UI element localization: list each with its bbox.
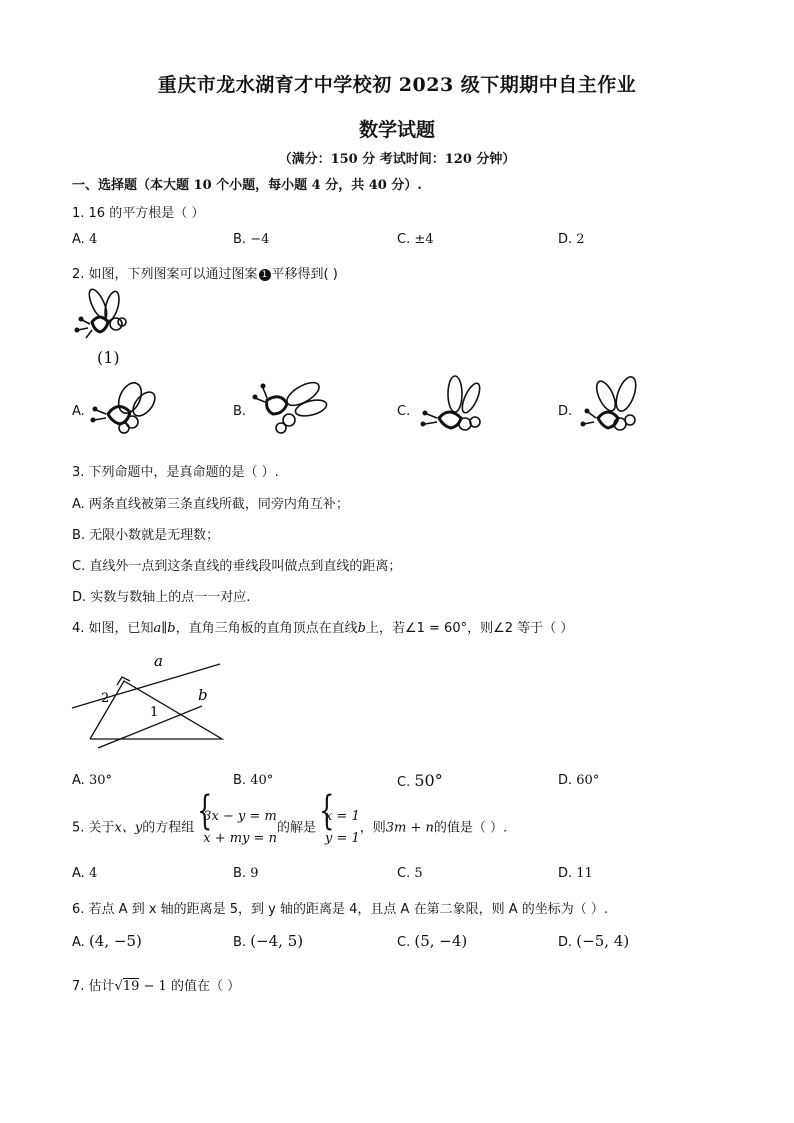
q4-option-d: D. 60° — [558, 773, 600, 788]
q6-option-b: B. (−4, 5) — [233, 932, 304, 950]
q4-option-b: B. 40° — [233, 773, 274, 788]
bee-figure-b — [253, 378, 333, 440]
q7-stem: 7. 估计√19 − 1 的值在（ ） — [72, 979, 241, 994]
q4-option-c: C. 50° — [397, 771, 443, 790]
q4-option-a: A. 30° — [72, 773, 112, 788]
exam-meta: （满分：150 分 考试时间：120 分钟） — [278, 152, 516, 167]
q3-stem: 3. 下列命题中，是真命题的是（ ）. — [72, 465, 279, 480]
q2-option-c: C. — [397, 404, 411, 419]
exam-title: 重庆市龙水湖育才中学校初 2023 级下期期中自主作业 — [157, 74, 637, 96]
section-heading: 一、选择题（本大题 10 个小题，每小题 4 分，共 40 分）. — [72, 178, 422, 193]
q2-option-a: A. — [72, 404, 85, 419]
q5-option-b: B. 9 — [233, 866, 259, 881]
bee-figure-a — [90, 378, 160, 440]
exam-subtitle: 数学试题 — [358, 119, 435, 141]
q3-option-b: B. 无限小数就是无理数； — [72, 528, 220, 543]
q6-stem: 6. 若点 A 到 x 轴的距离是 5，到 y 轴的距离是 4，且点 A 在第二象限，则 A 的坐标为（ ）. — [72, 902, 608, 917]
q5-stem: 5. 关于x、y的方程组 { 3x − y = m x + my = n 的解是 { x = 1 y = 1 ，则3m + n的值是（ ）. — [72, 806, 507, 851]
q1-option-d: D. 2 — [558, 232, 585, 247]
solution-system: { x = 1 y = 1 — [316, 806, 360, 850]
angle-2-label: 2 — [101, 691, 110, 706]
q2-stem: 2. 如图，下列图案可以通过图案 1 平移得到( ) — [72, 267, 338, 282]
q2-option-d: D. — [558, 404, 573, 419]
bee-figure-original — [70, 286, 140, 348]
sqrt-sign: √ — [114, 979, 123, 994]
q6-option-c: C. (5, −4) — [397, 932, 468, 950]
q1-option-a: A. 4 — [72, 232, 98, 247]
line-a-label: a — [154, 652, 163, 670]
line-b-label: b — [198, 686, 208, 704]
q3-option-a: A. 两条直线被第三条直线所截，同旁内角互补； — [72, 497, 349, 512]
q3-option-c: C. 直线外一点到这条直线的垂线段叫做点到直线的距离； — [72, 559, 402, 574]
q1-option-b: B. −4 — [233, 232, 270, 247]
q2-option-b: B. — [233, 404, 247, 419]
q4-geometry-figure — [70, 650, 240, 750]
q1-option-c: C. ±4 — [397, 232, 434, 247]
q4-stem: 4. 如图，已知a∥b，直角三角板的直角顶点在直线b上，若∠1 = 60°，则∠2 等于（ ） — [72, 621, 574, 636]
circled-number: 1 — [259, 269, 271, 281]
bee-figure-d — [578, 374, 658, 440]
figure-1-label: (1) — [97, 348, 120, 367]
q5-option-a: A. 4 — [72, 866, 98, 881]
angle-1-label: 1 — [150, 705, 159, 720]
q5-option-c: C. 5 — [397, 866, 423, 881]
q3-option-d: D. 实数与数轴上的点一一对应. — [72, 590, 251, 605]
q6-option-a: A. (4, −5) — [72, 932, 142, 950]
q5-option-d: D. 11 — [558, 866, 593, 881]
q1-stem: 1. 16 的平方根是（ ） — [72, 206, 205, 221]
equation-system: { 3x − y = m x + my = n — [194, 806, 277, 850]
bee-figure-c — [415, 374, 495, 440]
q6-option-d: D. (−5, 4) — [558, 932, 630, 950]
